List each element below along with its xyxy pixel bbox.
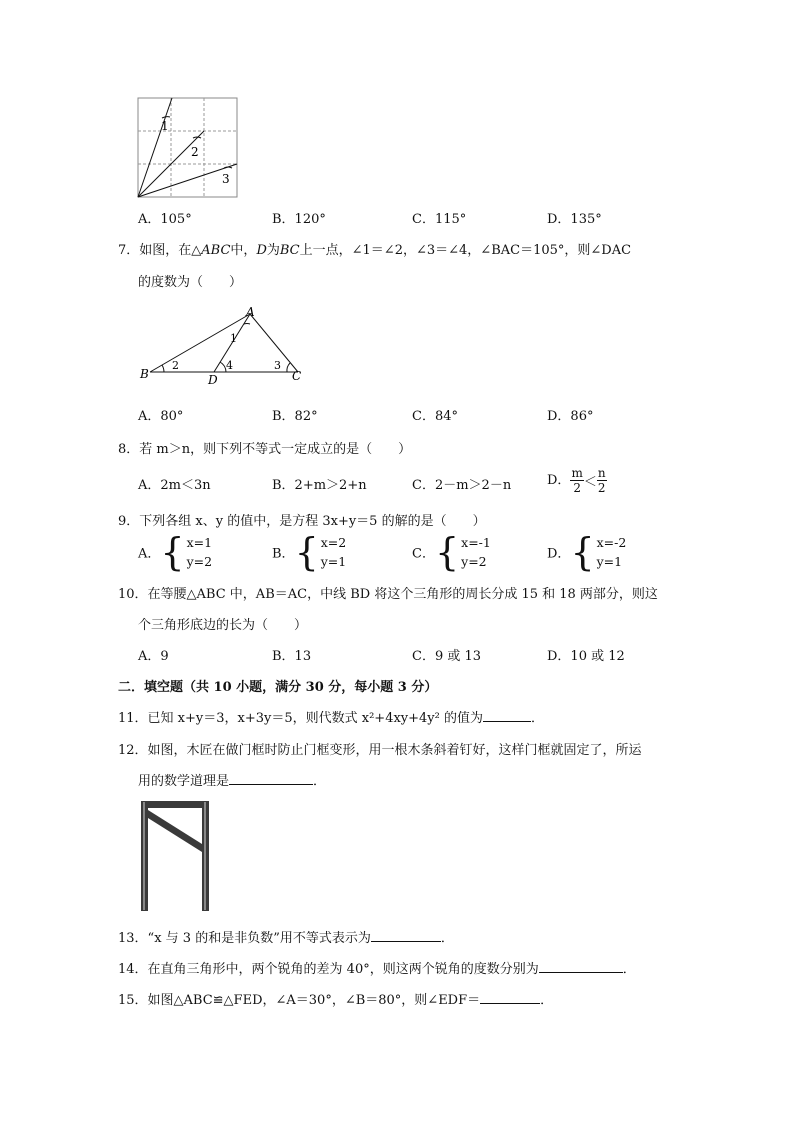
q7-option-c: C．84° [412, 409, 458, 424]
q10-question-line1: 10．在等腰△ABC 中，AB＝AC，中线 BD 将这个三角形的周长分成 15 和 18 两部分，则这 [118, 587, 658, 602]
q7-angle-3-label: 3 [274, 359, 281, 372]
q6-option-a: A．105° [138, 212, 192, 227]
q9-option-a: A．{ x=1 y=2 [138, 530, 213, 574]
q15-answer-blank[interactable] [480, 991, 540, 1004]
q10-option-b: B．13 [272, 649, 312, 664]
q10-option-c: C．9 或 13 [412, 649, 482, 664]
section-2-heading: 二．填空题（共 10 小题，满分 30 分，每小题 3 分） [118, 680, 438, 695]
q12-question-line2: 用的数学道理是 ． [138, 774, 327, 789]
q6-option-c: C．115° [412, 212, 467, 227]
q10-option-d: D．10 或 12 [547, 649, 625, 664]
q10-option-a: A．9 [138, 649, 169, 664]
q8-fraction-n-over-2: $\frac{n}{2}$ [597, 466, 606, 495]
q6-option-d: D．135° [547, 212, 602, 227]
q7-angle-1-label: 1 [230, 332, 237, 345]
q7-vertex-a: A [246, 305, 255, 319]
q7-option-a: A．80° [138, 409, 184, 424]
q10-question-line2: 个三角形底边的长为（ ） [138, 618, 308, 633]
q11-answer-blank[interactable] [483, 709, 531, 722]
q8-option-d: D． $\frac{m}{2}$ ＜ $\frac{n}{2}$ [547, 466, 606, 495]
q9-option-b: B．{ x=2 y=1 [272, 530, 347, 574]
q12-question-line1: 12．如图，木匠在做门框时防止门框变形，用一根木条斜着钉好，这样门框就固定了，所运 [118, 743, 642, 758]
q7-triangle-figure [138, 302, 308, 386]
q6-angle-1-label: 1 [161, 119, 169, 133]
q12-answer-blank[interactable] [229, 772, 313, 785]
q7-vertex-c: C [292, 369, 302, 383]
q6-option-b: B．120° [272, 212, 326, 227]
q6-angle-2-label: 2 [191, 145, 199, 159]
q6-grid-figure [136, 96, 240, 200]
q13-answer-blank[interactable] [371, 929, 441, 942]
q7-question-line2: 的度数为（ ） [138, 275, 243, 290]
q8-option-a: A．2m＜3n [138, 478, 211, 493]
q8-question: 8．若 m＞n，则下列不等式一定成立的是（ ） [118, 442, 412, 457]
q11-question: 11．已知 x+y＝3，x+3y＝5，则代数式 x²+4xy+4y² 的值为 ． [118, 711, 545, 726]
q7-option-b: B．82° [272, 409, 318, 424]
q7-angle-2-label: 2 [172, 359, 179, 372]
q7-angle-4-label: 4 [226, 359, 233, 372]
q12-door-frame-figure [139, 800, 211, 912]
q13-question: 13．“x 与 3 的和是非负数”用不等式表示为 ． [118, 931, 454, 946]
q9-option-c: C．{ x=-1 y=2 [412, 530, 491, 574]
q7-question-line1: 7．如图，在△ABC中，D为BC上一点，∠1＝∠2，∠3＝∠4，∠BAC＝105°，则∠DAC [118, 243, 632, 258]
q14-answer-blank[interactable] [539, 960, 623, 973]
q8-fraction-m-over-2: $\frac{m}{2}$ [571, 466, 583, 495]
q9-option-d: D．{ x=-2 y=1 [547, 530, 627, 574]
q7-option-d: D．86° [547, 409, 594, 424]
q9-question: 9．下列各组 x、y 的值中，是方程 3x+y＝5 的解的是（ ） [118, 514, 486, 529]
q7-vertex-d: D [208, 373, 218, 386]
q6-angle-3-label: 3 [222, 172, 230, 186]
q8-option-c: C．2－m＞2－n [412, 478, 512, 493]
q7-vertex-b: B [140, 367, 149, 381]
q14-question: 14．在直角三角形中，两个锐角的差为 40°，则这两个锐角的度数分别为 ． [118, 962, 636, 977]
q8-option-b: B．2+m＞2+n [272, 478, 367, 493]
q15-question: 15．如图△ABC≌△FED，∠A＝30°，∠B＝80°，则∠EDF＝ ． [118, 993, 554, 1008]
